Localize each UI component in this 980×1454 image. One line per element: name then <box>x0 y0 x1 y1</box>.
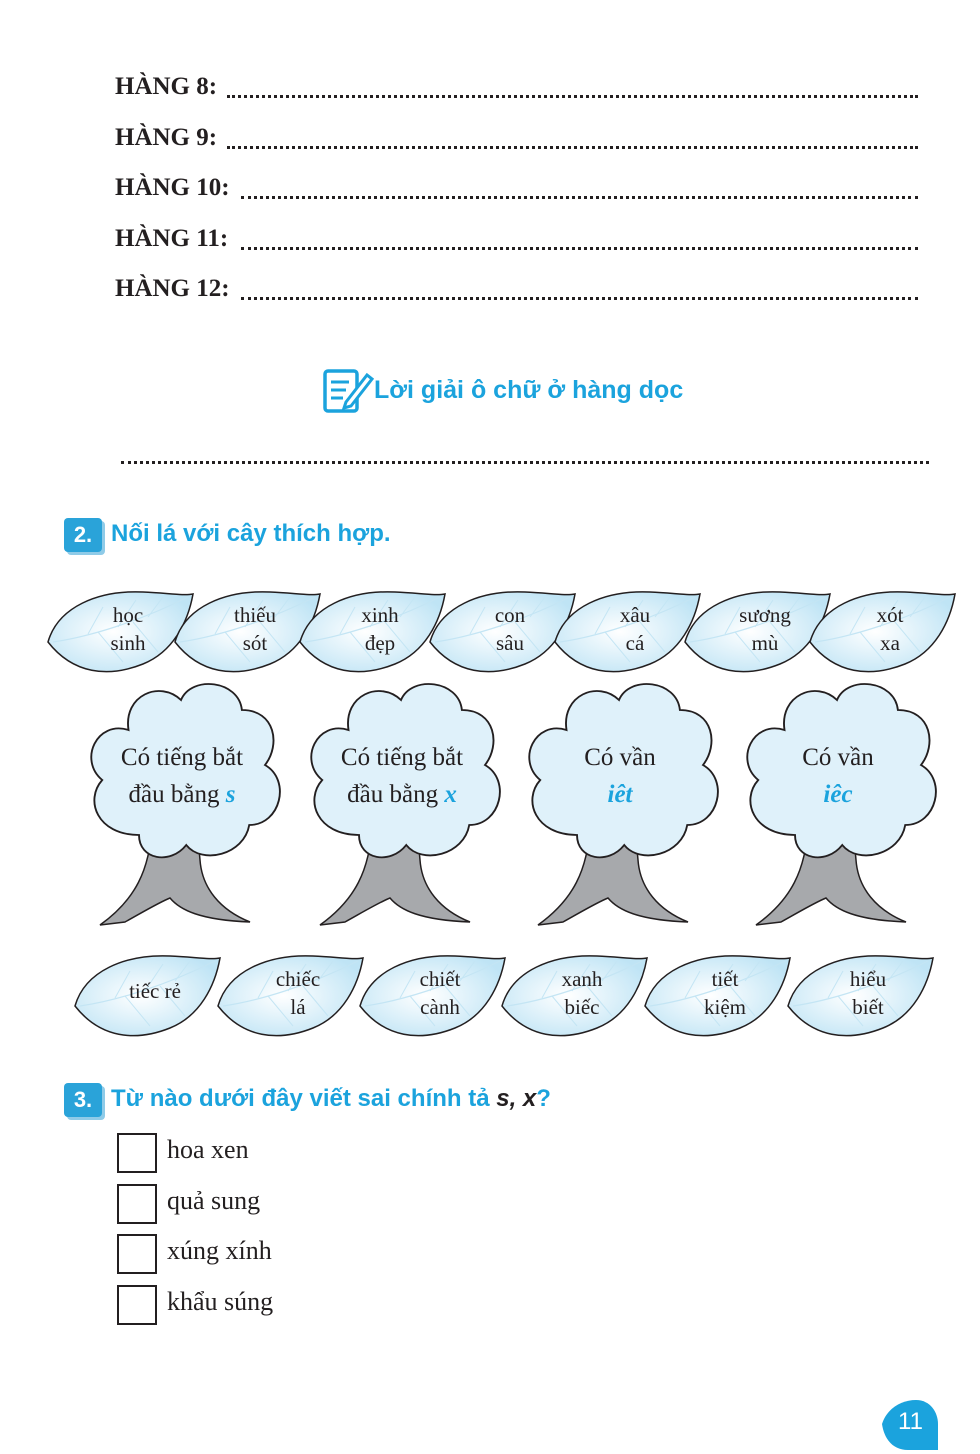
leaf-card[interactable] <box>685 592 830 672</box>
leaf-word-line1: xót <box>876 603 904 627</box>
page-number-badge <box>882 1398 938 1450</box>
tree-label-accent: s <box>225 781 236 808</box>
exercise-2-number: 2. <box>64 518 102 552</box>
answer-row-line[interactable] <box>241 196 918 199</box>
tree-label-line1: Có vần <box>584 744 656 771</box>
option-label: quả sung <box>167 1186 261 1215</box>
leaf-card[interactable] <box>48 592 193 672</box>
tree-label-text: đầu bằng <box>128 781 220 808</box>
leaf-word-line1: học <box>112 603 144 627</box>
leaf-word-line1: hiểu <box>849 967 887 991</box>
tree-label-accent: x <box>444 781 457 808</box>
answer-row-label: HÀNG 12: <box>115 275 230 302</box>
vertical-answer-heading <box>322 366 722 416</box>
vertical-answer-title: Lời giải ô chữ ở hàng dọc <box>374 376 684 404</box>
tree-label-line2 <box>129 781 236 808</box>
tree-label-line1: Có vần <box>802 744 874 771</box>
exercise-3-title-text: Từ nào dưới đây viết sai chính tả <box>111 1085 490 1112</box>
tree-target[interactable] <box>311 684 500 925</box>
checkbox[interactable] <box>117 1234 157 1274</box>
option-label: hoa xen <box>167 1135 249 1164</box>
leaf-word-line1: xinh <box>361 603 399 627</box>
exercise-3-title-end: ? <box>536 1085 551 1112</box>
option-label: xúng xính <box>167 1236 272 1265</box>
leaf-card[interactable] <box>360 956 505 1036</box>
tree-label-accent: iêt <box>607 781 633 808</box>
answer-row-line[interactable] <box>227 95 918 98</box>
leaf-word-line2: biếc <box>564 995 600 1019</box>
tree-target[interactable] <box>91 684 280 925</box>
tree-label-line1: Có tiếng bắt <box>340 744 464 771</box>
tree-label-line2 <box>823 781 852 808</box>
vertical-answer-line <box>121 461 929 464</box>
leaf-word-line1: sương <box>739 603 791 627</box>
exercise-2-title: Nối lá với cây thích hợp. <box>111 520 391 547</box>
leaf-card[interactable] <box>788 956 933 1036</box>
answer-row-label: HÀNG 9: <box>115 124 218 151</box>
tree-target[interactable] <box>747 684 936 925</box>
answer-row-line[interactable] <box>227 146 918 149</box>
leaf-card[interactable] <box>555 592 700 672</box>
leaf-card[interactable] <box>218 956 363 1036</box>
answer-row-label: HÀNG 10: <box>115 174 230 201</box>
leaf-card[interactable] <box>502 956 647 1036</box>
leaf-word-line1: xanh <box>561 967 603 991</box>
exercise-3-title <box>111 1085 551 1113</box>
leaf-word-line1: xâu <box>619 603 651 627</box>
leaf-word-line1: tiết <box>711 967 739 991</box>
leaf-card[interactable] <box>75 956 220 1036</box>
leaf-tree-matching <box>0 570 980 1070</box>
tree-label-line2 <box>347 781 457 808</box>
pencil-note-icon <box>322 366 374 416</box>
checkbox[interactable] <box>117 1285 157 1325</box>
leaf-card[interactable] <box>810 592 955 672</box>
exercise-3-number: 3. <box>64 1083 102 1117</box>
tree-label-accent: iêc <box>823 781 853 808</box>
leaf-word-line2: xa <box>880 631 900 655</box>
leaf-card[interactable] <box>645 956 790 1036</box>
tree-label-text: đầu bằng <box>347 781 439 808</box>
page-number: 11 <box>898 1408 923 1435</box>
leaf-word-line1: chiết <box>419 967 461 991</box>
answer-row-line[interactable] <box>241 247 918 250</box>
leaf-word-line2: sót <box>242 631 268 655</box>
checkbox[interactable] <box>117 1133 157 1173</box>
leaf-word-line2: lá <box>290 995 306 1019</box>
leaf-card[interactable] <box>300 592 445 672</box>
exercise-3-title-accent: s, x <box>496 1085 537 1112</box>
leaf-word-line1: thiếu <box>234 603 276 627</box>
answer-row-label: HÀNG 11: <box>115 225 229 252</box>
tree-label-line2 <box>608 781 634 808</box>
leaf-word-line2: đẹp <box>364 631 396 655</box>
leaf-word-line2: sinh <box>110 631 146 655</box>
option-label: khẩu súng <box>167 1287 274 1316</box>
leaf-card[interactable] <box>175 592 320 672</box>
answer-row-line[interactable] <box>241 297 918 300</box>
leaf-word-line2: mù <box>751 631 779 655</box>
tree-label-line1: Có tiếng bắt <box>120 744 244 771</box>
answer-row-label: HÀNG 8: <box>115 73 218 100</box>
leaf-word-line2: biết <box>852 995 884 1019</box>
leaf-word-line2: cá <box>625 631 645 655</box>
leaf-word-line1: tiếc rẻ <box>129 979 181 1003</box>
leaf-word-line1: chiếc <box>275 967 321 991</box>
leaf-word-line2: kiệm <box>704 995 746 1019</box>
leaf-card[interactable] <box>430 592 575 672</box>
leaf-word-line2: sâu <box>496 631 524 655</box>
checkbox[interactable] <box>117 1184 157 1224</box>
leaf-word-line1: con <box>494 603 526 627</box>
leaf-word-line2: cành <box>420 995 460 1019</box>
tree-target[interactable] <box>529 684 718 925</box>
